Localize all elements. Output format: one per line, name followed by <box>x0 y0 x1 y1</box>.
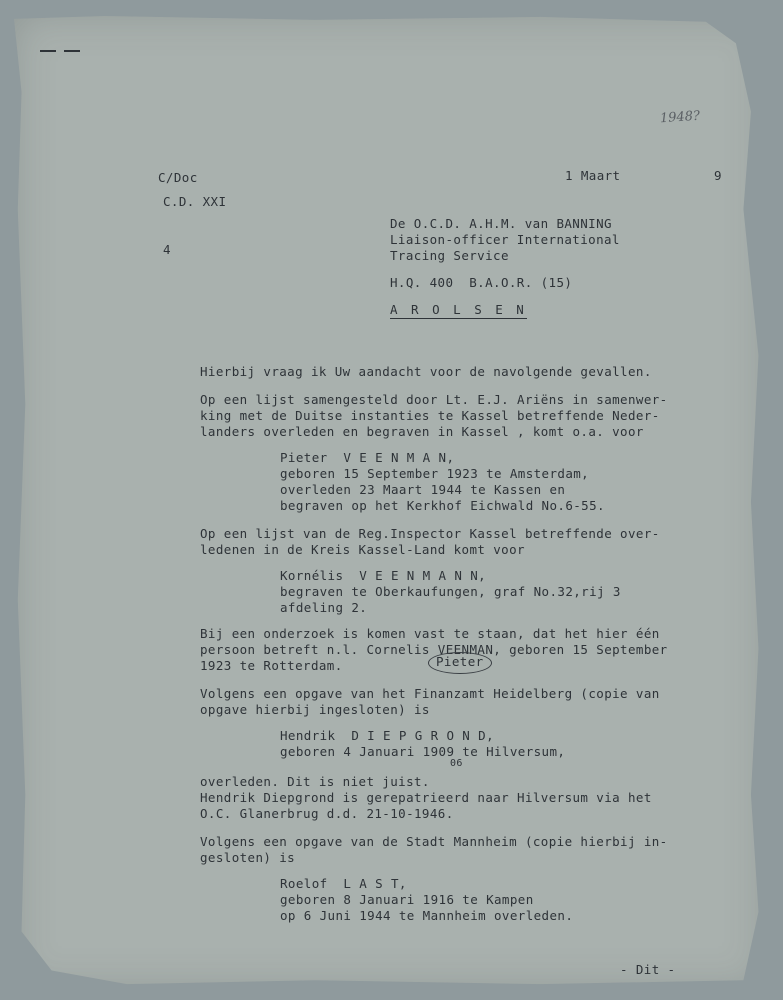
case-line: afdeling 2. <box>280 600 368 615</box>
case-line: geboren 15 September 1923 te Amsterdam, <box>280 466 590 481</box>
paragraph-line: Hendrik Diepgrond is gerepatrieerd naar Hilversum via het <box>200 790 652 805</box>
addressee-line: H.Q. 400 B.A.O.R. (15) <box>390 275 573 290</box>
paragraph-line: Bij een onderzoek is komen vast te staan, dat het hier één <box>200 626 660 641</box>
staple-mark <box>40 50 56 52</box>
reference-code: C.D. XXI <box>163 194 227 209</box>
case-line: geboren 8 Januari 1916 te Kampen <box>280 892 534 907</box>
paragraph-line: Op een lijst van de Reg.Inspector Kassel betreffende over- <box>200 526 660 541</box>
case-line: Pieter V E E N M A N, <box>280 450 455 465</box>
case-line: begraven op het Kerkhof Eichwald No.6-55. <box>280 498 605 513</box>
case-line: begraven te Oberkaufungen, graf No.32,rij 3 <box>280 584 621 599</box>
paragraph-line: Volgens een opgave van de Stadt Mannheim (copie hierbij in- <box>200 834 668 849</box>
paragraph-line: Op een lijst samengesteld door Lt. E.J. Ariëns in samenwer- <box>200 392 668 407</box>
paragraph-line: landers overleden en begraven in Kassel , komt o.a. voor <box>200 424 644 439</box>
paragraph-line: gesloten) is <box>200 850 296 865</box>
paragraph-line: 1923 te Rotterdam. <box>200 658 343 673</box>
paragraph-line: opgave hierbij ingesloten) is <box>200 702 430 717</box>
document-date: 1 Maart <box>565 168 621 183</box>
staple-mark <box>64 50 80 52</box>
case-line: geboren 4 Januari 1909 te Hilversum, <box>280 744 566 759</box>
case-line: overleden 23 Maart 1944 te Kassen en <box>280 482 566 497</box>
continuation-marker: - Dit - <box>620 962 676 977</box>
typed-correction: 06 <box>450 758 463 769</box>
paragraph-line: Volgens een opgave van het Finanzamt Heidelberg (copie van <box>200 686 660 701</box>
addressee-line: De O.C.D. A.H.M. van BANNING <box>390 216 612 231</box>
case-line: Roelof L A S T, <box>280 876 407 891</box>
addressee-city: A R O L S E N <box>390 302 527 317</box>
paragraph-line: O.C. Glanerbrug d.d. 21-10-1946. <box>200 806 454 821</box>
case-line: Kornélis V E E N M A N N, <box>280 568 487 583</box>
paragraph-line: persoon betreft n.l. Cornelis VEENMAN, geboren 15 September <box>200 642 668 657</box>
case-line: op 6 Juni 1944 te Mannheim overleden. <box>280 908 574 923</box>
reference-number: 4 <box>163 242 171 257</box>
handwritten-correction: Pieter <box>436 654 484 669</box>
intro-paragraph: Hierbij vraag ik Uw aandacht voor de navolgende gevallen. <box>200 364 652 379</box>
case-line: Hendrik D I E P G R O N D, <box>280 728 494 743</box>
page-number: 9 <box>714 168 722 183</box>
addressee-line: Tracing Service <box>390 248 509 263</box>
paragraph-line: ledenen in de Kreis Kassel-Land komt voor <box>200 542 525 557</box>
reference-code: C/Doc <box>158 170 198 185</box>
paragraph-line: king met de Duitse instanties te Kassel betreffende Neder- <box>200 408 660 423</box>
addressee-line: Liaison-officer International <box>390 232 620 247</box>
paragraph-line: overleden. Dit is niet juist. <box>200 774 430 789</box>
handwritten-year: 1948? <box>659 108 701 127</box>
